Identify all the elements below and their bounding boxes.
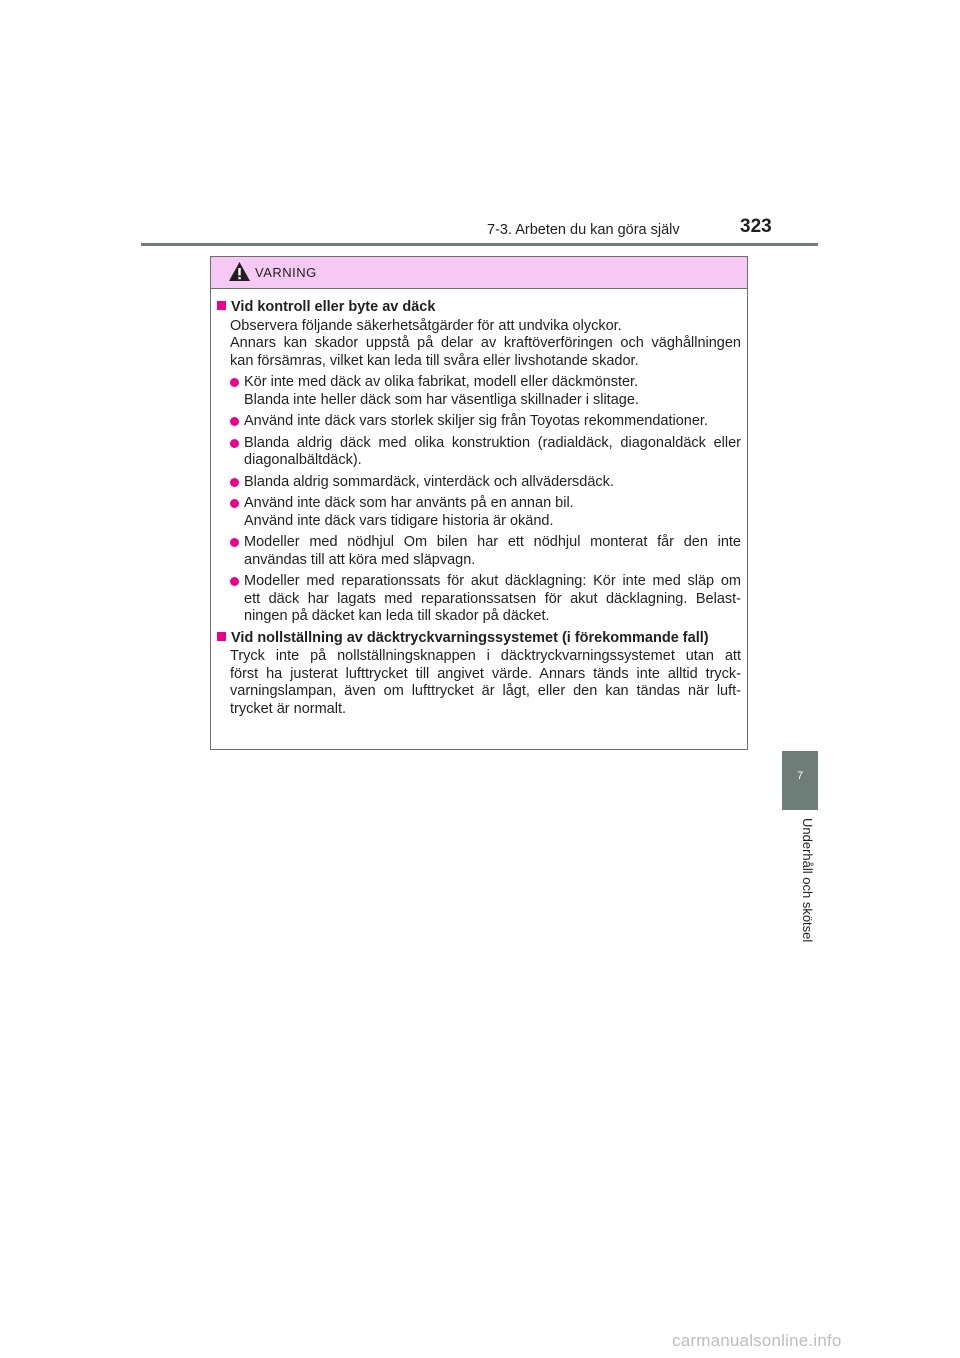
bullet-line: Blanda inte heller däck som har väsentliga skillnader i slitage.	[244, 391, 639, 408]
intro-line: kan försämras, vilket kan leda till svåra eller livshotande skador.	[230, 352, 639, 369]
body-line: först ha justerat lufttrycket till angivet värde. Annars tänds inte alltid tryck-	[230, 665, 741, 682]
bullet-line: Modeller med nödhjul Om bilen har ett nödhjul monterat får den inte	[244, 534, 741, 550]
bullet-line: Använd inte däck vars tidigare historia är okänd.	[244, 512, 554, 529]
bullet-line: användas till att köra med släpvagn.	[244, 551, 476, 568]
section-heading-tire-check	[217, 299, 741, 317]
bullet-text	[244, 495, 741, 530]
intro-line: Observera följande säkerhetsåtgärder för att undvika olyckor.	[230, 317, 622, 334]
watermark: carmanualsonline.info	[672, 1331, 842, 1350]
section-heading-text: Vid kontroll eller byte av däck	[231, 299, 436, 315]
body-line: Tryck inte på nollställningsknappen i däcktryckvarningssystemet utan att	[230, 648, 741, 664]
bullet-item	[230, 374, 741, 409]
section-heading-text: Vid nollställning av däcktryckvarningssystemet (i förekommande fall)	[231, 629, 709, 646]
bullet-item	[230, 413, 741, 431]
square-bullet-icon	[217, 632, 226, 641]
bullet-text	[244, 435, 741, 470]
bullet-line: diagonalbältdäck).	[244, 452, 362, 468]
warning-body	[211, 289, 747, 718]
section-title: 7-3. Arbeten du kan göra själv	[487, 222, 680, 238]
body-line: varningslampan, även om lufttrycket är lågt, eller den kan tändas när luft-	[230, 683, 741, 699]
body-line: trycket är normalt.	[230, 700, 347, 717]
bullet-text	[244, 413, 741, 431]
bullet-line: Blanda aldrig sommardäck, vinterdäck och allvädersdäck.	[244, 473, 614, 490]
bullet-line: Blanda aldrig däck med olika konstruktion (radialdäck, diagonaldäck eller	[244, 434, 741, 451]
bullet-line: Kör inte med däck av olika fabrikat, modell eller däckmönster.	[244, 374, 639, 390]
bullet-text	[244, 474, 741, 492]
section-body	[230, 648, 741, 718]
square-bullet-icon	[217, 301, 226, 310]
warning-box	[210, 256, 748, 750]
warning-triangle-icon	[228, 261, 251, 282]
section-intro	[230, 318, 741, 371]
chapter-tab	[782, 751, 818, 810]
bullet-line: Modeller med reparationssats för akut däcklagning: Kör inte med släp om	[244, 573, 741, 589]
round-bullet-icon	[230, 439, 239, 448]
bullet-line: Använd inte däck som har använts på en annan bil.	[244, 495, 574, 511]
round-bullet-icon	[230, 499, 239, 508]
bullet-item	[230, 573, 741, 626]
round-bullet-icon	[230, 417, 239, 426]
bullet-text	[244, 573, 741, 626]
bullet-item	[230, 534, 741, 569]
round-bullet-icon	[230, 478, 239, 487]
bullet-text	[244, 534, 741, 569]
page-number: 323	[740, 216, 772, 237]
round-bullet-icon	[230, 577, 239, 586]
bullet-text	[244, 374, 741, 409]
intro-line: Annars kan skador uppstå på delar av kraftöverföringen och väghållningen	[230, 335, 741, 351]
warning-header	[211, 257, 747, 289]
bullet-line: ett däck har lagats med reparationssatsen för akut däcklagning. Belast-	[244, 590, 741, 607]
bullet-item	[230, 495, 741, 530]
header-rule	[141, 243, 818, 246]
bullet-item	[230, 435, 741, 470]
bullet-line: Använd inte däck vars storlek skiljer sig från Toyotas rekommendationer.	[244, 413, 708, 429]
bullet-item	[230, 474, 741, 492]
chapter-label: Underhåll och skötsel	[800, 818, 815, 943]
round-bullet-icon	[230, 378, 239, 387]
chapter-number: 7	[796, 770, 804, 782]
warning-title: VARNING	[255, 265, 317, 280]
round-bullet-icon	[230, 538, 239, 547]
bullet-line: ningen på däcket kan leda till skador på däcket.	[244, 608, 550, 624]
section-heading-tpms-reset	[217, 630, 741, 648]
